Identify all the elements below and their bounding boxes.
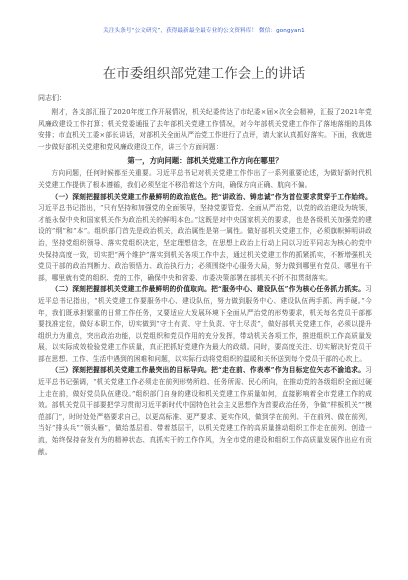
section-intro-paragraph: 方向问题，任何时候都至关重要。习近平总书记对机关党建工作作出了一系列重要论述，为做好新时代机关党建工作提供了根本遵循，我们必须坚定不移沿着这个方向，确保方向正确、航向不偏。 [38,169,372,189]
point-heading-2: （二）深刻把握部机关党建工作最鲜明的价值取向。把“服务中心、建设队伍”作为核心任务抓力抓实。 [51,285,366,294]
salutation: 同志们： [38,94,66,102]
page-title: 在市委组织部党建工作会上的讲话 [102,66,306,82]
point-text-1: 习近平总书记指出，“只有坚持和加强党的全面领导，坚持党要管党、全面从严治党，以党的政治建设为统领，才能永保中央和国家机关作为政治机关的鲜明本色。”这既是对中央国家机关的要求，也是各级机关加强党的建设的“纲”和“本”。组织部门首先是政治机关，政治属性是第一属性。做好部机关党建工作，必须旗帜鲜明讲政治，坚持党组织领导、落实党组织决定，坚定理想信念，在思想上政治上行动上同以习近平同志为核心的党中央保持高度一致，切实把“两个维护”落实到机关各项工作中去，通过机关党建工作的抓紧抓实，不断增强机关党员干部的政治判断力、政治领悟力、政治执行力；必须围绕中心服务大局，努力做到哪里有党员、哪里有干部，哪里就有党的组织、党的工作，确保中央和省委、市委决策部署在部机关不折不扣贯彻落实。 [38,204,372,282]
top-notice[interactable]: 关注头条号“公文研究”，获得最新最全最专业的公文资料库！ 微信：gongyan1 [103,28,305,34]
point-heading-1: （一）深刻把握部机关党建工作最鲜明的政治底色。把“讲政治、铸忠诚”作为首位要求贯穿于工作始终。 [51,192,372,201]
point-paragraph-1 [38,192,372,285]
section-heading-1: 第一，方向问题：部机关党建工作方向在哪里？ [127,156,283,166]
point-text-3: 习近平总书记强调，“机关党建工作必须走在前列形势所趋、任务所需、民心所向，在推动党的各级组织全面过硬上走在前，做好党员队伍建设。”组织部门自身的建设和机关党建工作质量如何，直接影响着全市党建工作的成效。部机关党员干部要把学习贯彻习近平新时代中国特色社会主义思想作为首要政治任务，争做“样板机关”“模范部门”，时时处处严格要求自己，以更高标准、更严要求、更实作风，做到学在前列、干在前列、做在前列，当好“排头兵”“领头雁”，做给基层看、带着基层干，以机关党建工作的高质量推动组织工作走在前列、创造一流，始终保持奋发有为的精神状态、真抓实干的工作作风，为全市党的建设和组织工作高质量发展作出应有贡献。 [38,366,372,456]
document-body [38,92,372,458]
point-heading-3: （三）深刻把握部机关党建工作最突出的目标导向。把“走在前、作表率”作为目标定位矢志不渝追求。 [51,366,366,375]
point-paragraph-3 [38,365,372,458]
intro-paragraph: 刚才，各支部汇报了2020年度工作开展情况，机关纪委传达了市纪委×届×次全会精神，汇报了2021年党风廉政建设工作打算；机关党委通报了去年部机关党建工作情况，对今年部机关党建工作作了落地落细的具体安排；市直机关工委×部长讲话，对部机关全面从严治党工作进行了点评，请大家认真抓好落实。下面，我就进一步做好部机关党建和党风廉政建设工作，讲三个方面问题： [38,108,372,151]
point-text-2: 习近平总书记指出，“机关党建工作要服务中心、建设队伍，努力做到服务中心、建设队伍两手抓、两手硬。”今年，我们既承担繁重的日常工作任务，又要适应大发展环境下全面从严治党的形势要求，机关每名党员干部都要找准定位，做好本职工作，切实做到“守土有责、守土负责、守土尽责”，做好部机关党建工作，必须以提升组织力为重点，突出政治功能，以党组织和党员作用的充分发挥，带动机关各项工作，推进组织工作高质量发展，以实际成效检验党建工作质量，真正把抓好党建作为最大的政绩。同时，要高度关注、切实解决好党员干部在思想、工作、生活中遇到的困难和问题，以实际行动将党组织的温暖和关怀送到每个党员干部的心坎上。 [38,285,372,363]
point-paragraph-2 [38,284,372,365]
